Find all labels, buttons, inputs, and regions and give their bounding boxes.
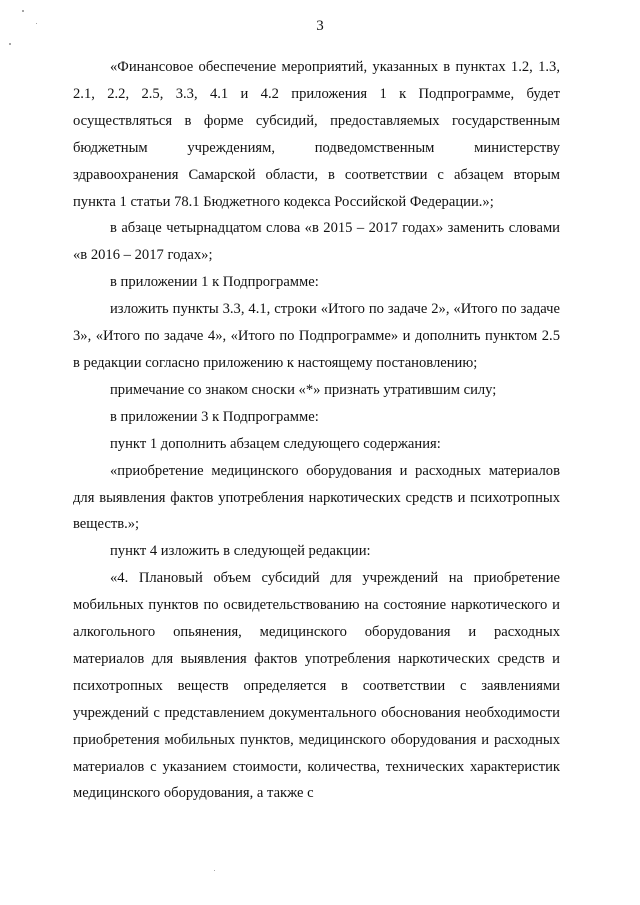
paragraph-financing: «Финансовое обеспечение мероприятий, указанных в пунктах 1.2, 1.3, 2.1, 2.2, 2.5, 3.3, 4.1 и 4.2 приложения 1 к Подпрограмме, будет осуществляться в форме субсидий, предоставляемых государственным бюджетным учреждениям, подведомственным министерству здравоохранения Самарской области, в соответствии с абзацем вторым пункта 1 статьи 78.1 Бюджетного кодекса Российской Федерации.»; <box>73 59 560 210</box>
scan-speck <box>9 43 11 45</box>
paragraph-appendix-1-items: изложить пункты 3.3, 4.1, строки «Итого по задаче 2», «Итого по задаче 3», «Итого по задаче 4», «Итого по Подпрограмме» и дополнить пунктом 2.5 в редакции согласно приложению к настоящему постановлению; <box>73 301 560 371</box>
paragraph-item-4-text: «4. Плановый объем субсидий для учреждений на приобретение мобильных пунктов по освидетельствованию на состояние наркотического и алкогольного опьянения, медицинского оборудования и расходных материалов для выявления фактов употребления наркотических средств и психотропных веществ определяется в соответствии с заявлениями учреждений с представлением документального обоснования необходимости приобретения мобильных пунктов, медицинского оборудования и расходных материалов с указанием стоимости, количества, технических характеристик медицинского оборудования, а также с <box>73 570 560 802</box>
document-body <box>73 54 560 807</box>
page-number: 3 <box>316 18 324 34</box>
paragraph-appendix-3: в приложении 3 к Подпрограмме: <box>110 408 319 425</box>
scan-speck <box>36 23 37 24</box>
paragraph-equipment-purchase: «приобретение медицинского оборудования и расходных материалов для выявления фактов употребления наркотических средств и психотропных веществ.»; <box>73 462 560 533</box>
paragraph-footnote-note: примечание со знаком сноски «*» признать утратившим силу; <box>110 381 497 398</box>
scan-speck <box>22 10 24 12</box>
scan-speck <box>214 870 215 871</box>
paragraph-appendix-1: в приложении 1 к Подпрограмме: <box>110 274 319 291</box>
paragraph-item-4-intro: пункт 4 изложить в следующей редакции: <box>110 543 371 560</box>
paragraph-item-1-addition: пункт 1 дополнить абзацем следующего содержания: <box>110 435 441 452</box>
paragraph-replace-years: в абзаце четырнадцатом слова «в 2015 – 2017 годах» заменить словами «в 2016 – 2017 годах»; <box>73 220 560 264</box>
